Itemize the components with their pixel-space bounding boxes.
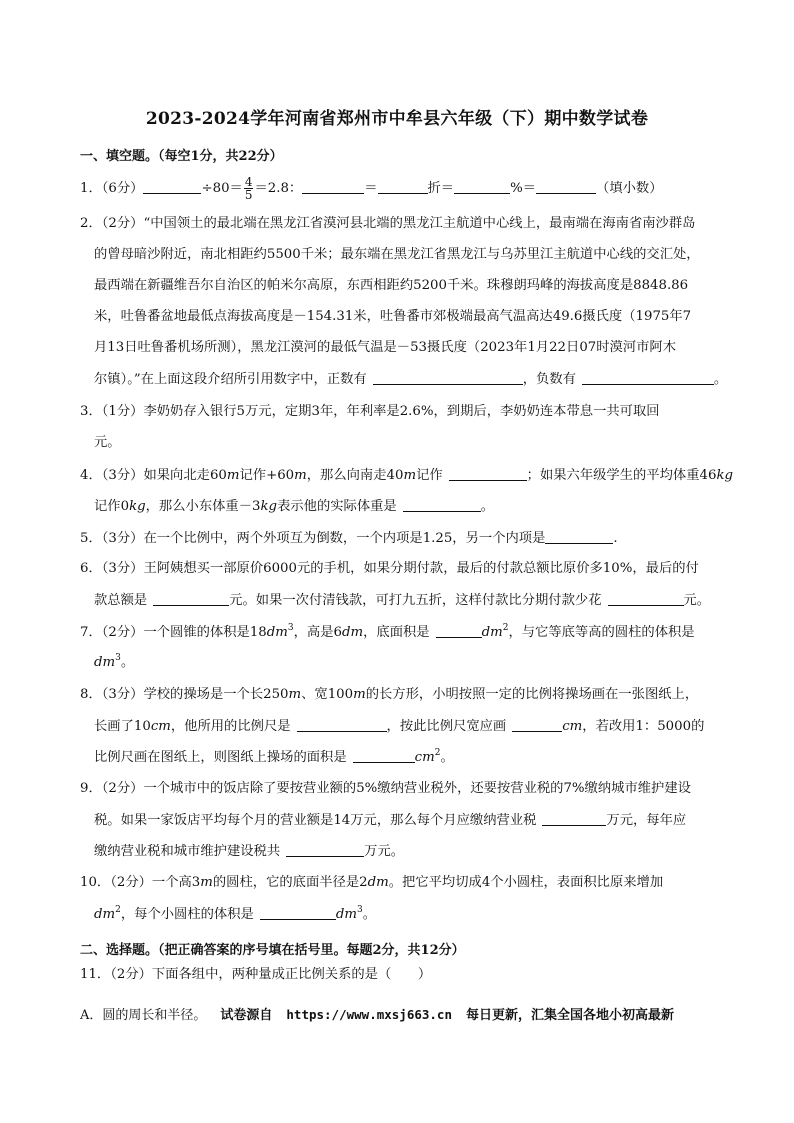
answer-blank[interactable]: [545, 531, 613, 544]
question-3-line-1: 3．（1分）李奶奶存入银行5万元，定期3年，年利率是2.6%，到期后，李奶奶连本带息一共可取回: [80, 404, 660, 419]
answer-blank[interactable]: [302, 181, 364, 194]
question-6-line-2: 款总额是 元。如果一次付清钱款，可打九五折，这样付款比分期付款少花 元。: [94, 593, 711, 608]
question-10-line-1: 10．（2分）一个高3m的圆柱，它的底面半径是2dm。把它平均切成4个小圆柱，表面积比原来增加: [80, 875, 664, 890]
question-9-line-1: 9．（2分）一个城市中的饭店除了要按营业额的5%缴纳营业税外，还要按营业税的7%缴纳城市维护建设: [80, 781, 691, 796]
section-heading-multiple-choice: 二、选择题。（把正确答案的序号填在括号里。每题2分，共12分）: [80, 943, 465, 958]
answer-blank[interactable]: [403, 499, 481, 512]
question-2-line-6: 尔镇）。”在上面这段介绍所引用数字中，正数有 ，负数有 。: [94, 372, 728, 387]
question-2-line-2: 的曾母暗沙附近，南北相距约5500千米；最东端在黑龙江省黑龙江与乌苏里江主航道中心线的交汇处，: [94, 247, 700, 262]
answer-blank[interactable]: [297, 719, 387, 732]
question-8-line-3: 比例尺画在图纸上，则图纸上操场的面积是 $cm^2$。: [94, 748, 454, 765]
page-title: 2023-2024学年河南省郑州市中牟县六年级（下）期中数学试卷: [145, 109, 649, 129]
source-link[interactable]: https://www.mxsj663.cn: [286, 1007, 452, 1022]
question-10-line-2: $dm^2$，每个小圆柱的体积是 $dm^3$。: [94, 905, 376, 922]
question-2-line-1: 2．（2分）“中国领土的最北端在黑龙江省漠河县北端的黑龙江主航道中心线上，最南端在海南省南沙群岛: [80, 216, 696, 231]
question-11: 11．（2分）下面各组中，两种量成正比例关系的是（ ）: [80, 967, 432, 982]
question-6-line-1: 6．（3分）王阿姨想买一部原价6000元的手机，如果分期付款，最后的付款总额比原价多10%，最后的付: [80, 561, 699, 576]
question-3-line-2: 元。: [94, 435, 121, 450]
answer-blank[interactable]: [260, 907, 336, 920]
answer-blank[interactable]: [378, 181, 428, 194]
question-5: 5．（3分）在一个比例中，两个外项互为倒数，一个内项是1.25，另一个内项是 .: [80, 531, 618, 546]
answer-blank[interactable]: [542, 813, 606, 826]
option-a[interactable]: A．圆的周长和半径。: [80, 1008, 207, 1023]
question-2-line-5: 月13日吐鲁番机场所测），黑龙江漠河的最低气温是－53摄氏度（2023年1月22日07时漠河市阿木: [94, 340, 677, 355]
answer-blank[interactable]: [582, 372, 714, 385]
answer-blank[interactable]: [143, 181, 201, 194]
answer-blank[interactable]: [373, 372, 523, 385]
footer-row: [80, 1004, 674, 1023]
question-1: 1．（6分） ÷80＝ $\frac{4}{5}$ ＝2.8： ＝ 折＝ %＝ （填小数）: [80, 175, 663, 202]
section-heading-fill-blank: 一、填空题。（每空1分，共22分）: [80, 149, 283, 164]
answer-blank[interactable]: [536, 181, 596, 194]
source-label: 试卷源自: [220, 1008, 273, 1023]
question-4-line-1: 4．（3分）如果向北走60m记作+60m，那么向南走40m记作 ；如果六年级学生的平均体重46kg: [80, 468, 734, 483]
answer-blank[interactable]: [449, 468, 527, 481]
question-4-line-2: 记作0kg，那么小东体重－3kg表示他的实际体重是 。: [94, 499, 495, 514]
fraction: $\frac{4}{5}$: [244, 175, 253, 202]
question-2-line-3: 最西端在新疆维吾尔自治区的帕米尔高原，东西相距约5200千米。珠穆朗玛峰的海拔高度是8848.86: [94, 278, 689, 293]
answer-blank[interactable]: [153, 593, 229, 606]
answer-blank[interactable]: [353, 750, 415, 763]
answer-blank[interactable]: [286, 844, 364, 857]
question-7-line-1: 7．（2分）一个圆锥的体积是$18dm^3$，高是6dm，底面积是 $dm^2$，与它等底等高的圆柱的体积是: [80, 623, 695, 640]
question-7-line-2: $dm^3$。: [94, 653, 135, 670]
answer-blank[interactable]: [512, 719, 562, 732]
question-8-line-1: 8．（3分）学校的操场是一个长250m、宽100m的长方形，小明按照一定的比例将操场画在一张图纸上，: [80, 687, 699, 702]
answer-blank[interactable]: [608, 593, 684, 606]
question-9-line-3: 缴纳营业税和城市维护建设税共 万元。: [94, 844, 405, 859]
question-9-line-2: 税。如果一家饭店平均每个月的营业额是14万元，那么每个月应缴纳营业税 万元，每年应: [94, 813, 687, 828]
answer-blank[interactable]: [454, 181, 510, 194]
question-8-line-2: 长画了10cm，他所用的比例尺是 ，按此比例尺宽应画 cm，若改用1：5000的: [94, 719, 705, 734]
answer-blank[interactable]: [436, 625, 482, 638]
source-tagline: 每日更新，汇集全国各地小初高最新: [465, 1008, 674, 1023]
question-2-line-4: 米，吐鲁番盆地最低点海拔高度是－154.31米，吐鲁番市郊极端最高气温高达49.6摄氏度（1975年7: [94, 309, 692, 324]
